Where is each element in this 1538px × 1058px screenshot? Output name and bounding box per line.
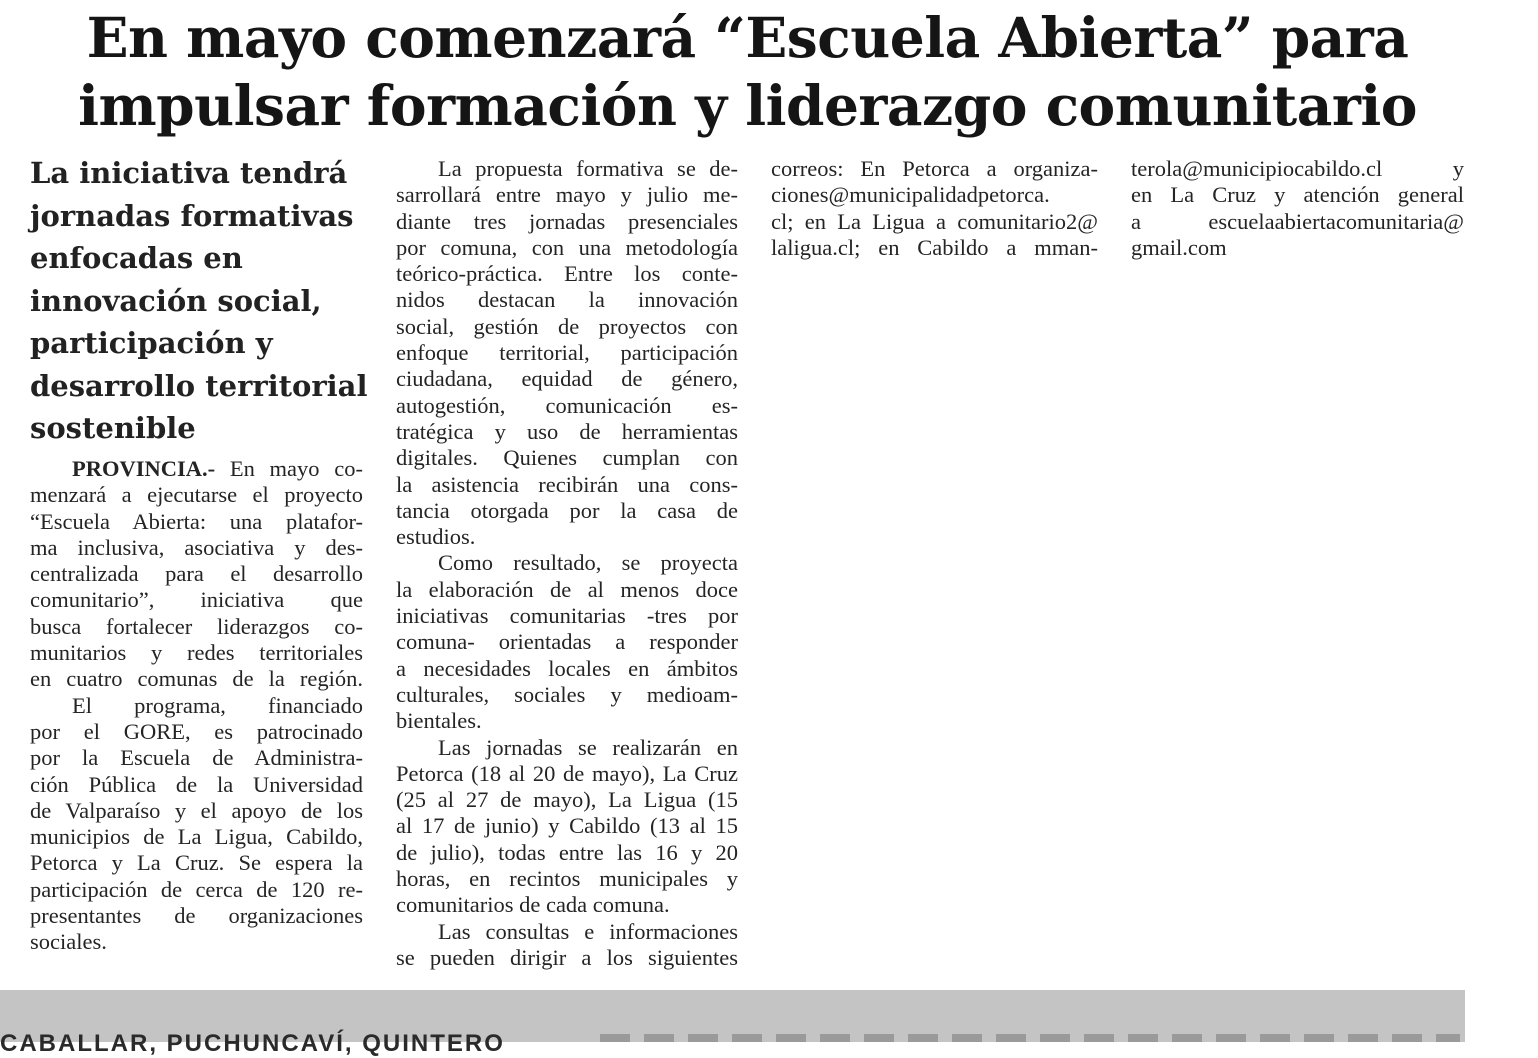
body-line: social, gestión de proyectos con (396, 313, 738, 339)
article-column-4 (1131, 156, 1464, 261)
body-line: sarrollará entre mayo y julio me- (396, 182, 738, 208)
body-line: enfoque territorial, participación (396, 340, 738, 366)
body-line: estudios. (396, 524, 476, 550)
article-column-2 (396, 156, 738, 971)
subhead-line: sostenible (30, 411, 196, 445)
body-line: centralizada para el desarrollo (30, 561, 363, 587)
body-line: la asistencia recibirán una cons- (396, 471, 738, 497)
body-line: tratégica y uso de herramientas (396, 418, 738, 444)
body-line: ciones@municipalidadpetorca. (771, 182, 1050, 208)
body-line: horas, en recintos municipales y (396, 866, 738, 892)
body-line: La propuesta formativa se de- (438, 156, 738, 181)
body-line: Petorca y La Cruz. Se espera la (30, 850, 363, 876)
dateline: PROVINCIA.- (72, 456, 216, 481)
body-line: digitales. Quienes cumplan con (396, 445, 738, 471)
subhead-line: La iniciativa tendrá (30, 156, 348, 190)
body-line: El programa, financiado (72, 692, 363, 718)
body-line: teórico-práctica. Entre los conte- (396, 261, 738, 287)
body-line: (25 al 27 de mayo), La Ligua (15 (396, 787, 738, 813)
body-line: Como resultado, se proyecta (438, 550, 738, 576)
body-line: terola@municipiocabildo.cl y (1131, 156, 1464, 181)
body-line: Petorca (18 al 20 de mayo), La Cruz (396, 760, 738, 786)
subhead-line: participación y (30, 326, 273, 360)
body-line: Las jornadas se realizarán en (438, 734, 738, 760)
body-line: la elaboración de al menos doce (396, 576, 738, 602)
body-line: Las consultas e informaciones (438, 918, 738, 944)
body-line: participación de cerca de 120 re- (30, 876, 363, 902)
body-line: culturales, sociales y medioam- (396, 681, 738, 707)
body-line: bientales. (396, 708, 482, 734)
body-line: de julio), todas entre las 16 y 20 (396, 839, 738, 865)
article-column-1 (30, 456, 363, 956)
subhead-line: jornadas formativas (30, 198, 354, 233)
next-article-text-fragment (600, 1034, 1460, 1042)
body-line: por el GORE, es patrocinado (30, 718, 363, 744)
body-line: laligua.cl; en Cabildo a mman- (771, 234, 1098, 260)
subheadline (30, 152, 370, 450)
body-line: ciudadana, equidad de género, (396, 366, 738, 392)
body-line: a escuelaabiertacomunitaria@ (1131, 208, 1464, 234)
body-line: al 17 de junio) y Cabildo (13 al 15 (396, 813, 738, 839)
body-line: por la Escuela de Administra- (30, 745, 363, 771)
body-line: gmail.com (1131, 234, 1227, 260)
body-line: ma inclusiva, asociativa y des- (30, 534, 363, 560)
body-line: correos: En Petorca a organiza- (771, 156, 1098, 181)
body-line: ción Pública de la Universidad (30, 771, 363, 797)
body-line: cl; en La Ligua a comunitario2@ (771, 208, 1098, 234)
body-line: autogestión, comunicación es- (396, 392, 738, 418)
body-line: presentantes de organizaciones (30, 903, 363, 929)
body-line: se pueden dirigir a los siguientes (396, 944, 738, 970)
body-line: “Escuela Abierta: una platafor- (30, 508, 363, 534)
body-line: iniciativas comunitarias -tres por (396, 603, 738, 629)
body-line: diante tres jornadas presenciales (396, 208, 738, 234)
headline (0, 4, 1495, 140)
subhead-line: innovación social, (30, 283, 322, 318)
body-line: comunitarios de cada comuna. (396, 892, 670, 918)
body-line: en La Cruz y atención general (1131, 182, 1464, 208)
body-line: a necesidades locales en ámbitos (396, 655, 738, 681)
body-line: sociales. (30, 929, 107, 955)
body-line: busca fortalecer liderazgos co- (30, 613, 363, 639)
body-line: comunitario”, iniciativa que (30, 587, 363, 613)
body-line: en cuatro comunas de la región. (30, 666, 363, 692)
headline-line: En mayo comenzará “Escuela Abierta” para (86, 5, 1409, 70)
body-line: munitarios y redes territoriales (30, 640, 363, 666)
body-line: por comuna, con una metodología (396, 234, 738, 260)
body-line: de Valparaíso y el apoyo de los (30, 797, 363, 823)
next-article-heading: CABALLAR, PUCHUNCAVÍ, QUINTERO (0, 1030, 505, 1057)
body-line: municipios de La Ligua, Cabildo, (30, 824, 363, 850)
headline-line: impulsar formación y liderazgo comunitario (78, 73, 1417, 138)
article-column-3 (771, 156, 1098, 261)
subhead-line: desarrollo territorial (30, 368, 368, 403)
body-line: nidos destacan la innovación (396, 287, 738, 313)
subhead-line: enfocadas en (30, 241, 243, 275)
body-line: PROVINCIA.- En mayo co- (72, 456, 363, 481)
body-line: tancia otorgada por la casa de (396, 497, 738, 523)
body-line: comuna- orientadas a responder (396, 629, 738, 655)
body-line: menzará a ejecutarse el proyecto (30, 482, 363, 508)
